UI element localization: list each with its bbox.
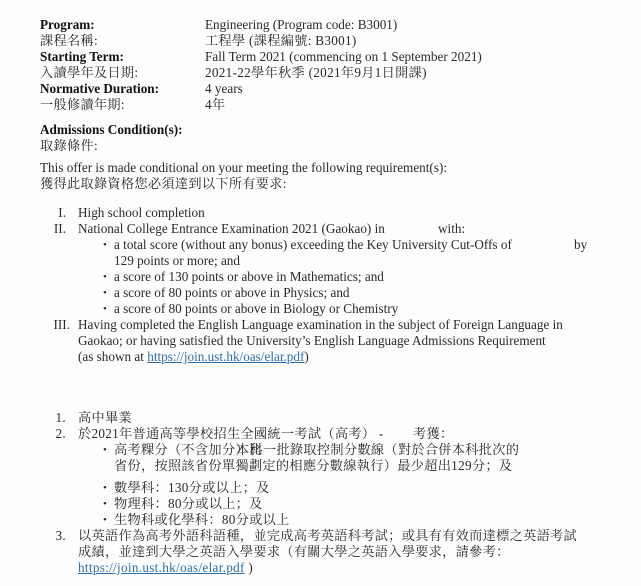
- link-prefix: (as shown at: [78, 349, 148, 364]
- admissions-heading: Admissions Condition(s):: [40, 122, 183, 137]
- list-item-text-after-gap: with:: [438, 221, 466, 236]
- bullet-text: a total score (without any bonus) exceeding the Key University Cut-Offs of: [114, 237, 512, 252]
- field-label: 一般修讀年期:: [40, 97, 125, 112]
- field-label: Normative Duration:: [40, 81, 160, 96]
- field-value: 4年: [205, 97, 226, 112]
- elar-link[interactable]: https://join.ust.hk/oas/elar.pdf: [147, 349, 305, 364]
- field-value: Fall Term 2021 (commencing on 1 September 2021): [205, 49, 482, 64]
- bullet-icon: •: [103, 303, 107, 315]
- admissions-heading-zh: 取錄條件:: [40, 138, 98, 153]
- bullet-icon: •: [103, 444, 108, 456]
- bullet-icon: •: [103, 498, 108, 510]
- bullet-text-after-gap: 本科一批錄取控制分數線（對於合併本科批次的: [236, 442, 520, 457]
- list-marker: 2.: [55, 426, 66, 441]
- bullet-text-line2: 129 points or more; and: [114, 253, 240, 268]
- field-label: Program:: [40, 17, 95, 32]
- list-item-text: 以英語作為高考外語科語種，並完成高考英語科考試；或具有有效而達標之英語考試: [78, 528, 578, 543]
- bullet-text: 高考粿分（不含加分）比: [114, 442, 263, 457]
- list-item-text-line2: 成績，並達到大學之英語入學要求（有關大學之英語入學要求，請參考：: [78, 544, 510, 559]
- list-item-text: National College Entrance Examination 2021 (Gaokao) in: [78, 221, 385, 236]
- list-item-text: 於2021年普通高等學校招生全國統一考試（高考） -: [78, 426, 384, 441]
- bullet-text: a score of 80 points or above in Physics; and: [114, 285, 350, 300]
- bullet-text: 物理科：80分或以上；及: [114, 496, 263, 511]
- list-marker: 1.: [55, 410, 66, 425]
- field-label: Starting Term:: [40, 49, 124, 64]
- list-item-text: High school completion: [78, 205, 205, 220]
- bullet-icon: •: [103, 239, 107, 251]
- field-label: 入讀學年及日期:: [40, 65, 139, 80]
- list-item-text: Having completed the English Language examination in the subject of Foreign Language in: [78, 317, 563, 332]
- bullet-text-line2: 省份，按照該省份單獨劃定的相應分數線執行）最少超出129分；及: [114, 458, 513, 473]
- bullet-icon: •: [103, 482, 108, 494]
- list-item-text-line3: [78, 349, 309, 365]
- list-marker: 3.: [55, 528, 66, 543]
- field-value: 4 years: [205, 81, 243, 96]
- bullet-text: 生物科或化學科：80分或以上: [114, 512, 290, 527]
- field-label: 課程名稱:: [40, 33, 98, 48]
- field-value: 工程學 (課程編號: B3001): [205, 33, 357, 48]
- bullet-text: a score of 80 points or above in Biology or Chemistry: [114, 301, 399, 316]
- list-marker: I.: [58, 205, 66, 220]
- elar-link-zh[interactable]: https://join.ust.hk/oas/elar.pdf: [78, 560, 245, 575]
- bullet-icon: •: [103, 514, 108, 526]
- bullet-text: a score of 130 points or above in Mathematics; and: [114, 269, 384, 284]
- list-item-text-after-gap: 考獲：: [413, 426, 454, 441]
- link-suffix: ): [244, 560, 254, 575]
- admissions-intro: This offer is made conditional on your meeting the following requirement(s):: [40, 160, 448, 175]
- list-item-text-line3: [78, 560, 253, 576]
- list-marker: III.: [53, 317, 70, 332]
- admissions-intro-zh: 獲得此取錄資格您必須達到以下所有要求:: [40, 176, 287, 191]
- field-value: Engineering (Program code: B3001): [205, 17, 398, 32]
- bullet-text: 數學科：130分或以上；及: [114, 480, 270, 495]
- list-marker: II.: [53, 221, 66, 236]
- list-item-text-line2: Gaokao; or having satisfied the University’s English Language Admissions Requirement: [78, 333, 546, 348]
- bullet-text-after-gap: by: [574, 237, 588, 252]
- link-suffix: ): [304, 349, 309, 364]
- bullet-icon: •: [103, 287, 107, 299]
- field-value: 2021-22學年秋季 (2021年9月1日開課): [205, 65, 427, 80]
- list-item-text: 高中畢業: [78, 410, 132, 425]
- bullet-icon: •: [103, 271, 107, 283]
